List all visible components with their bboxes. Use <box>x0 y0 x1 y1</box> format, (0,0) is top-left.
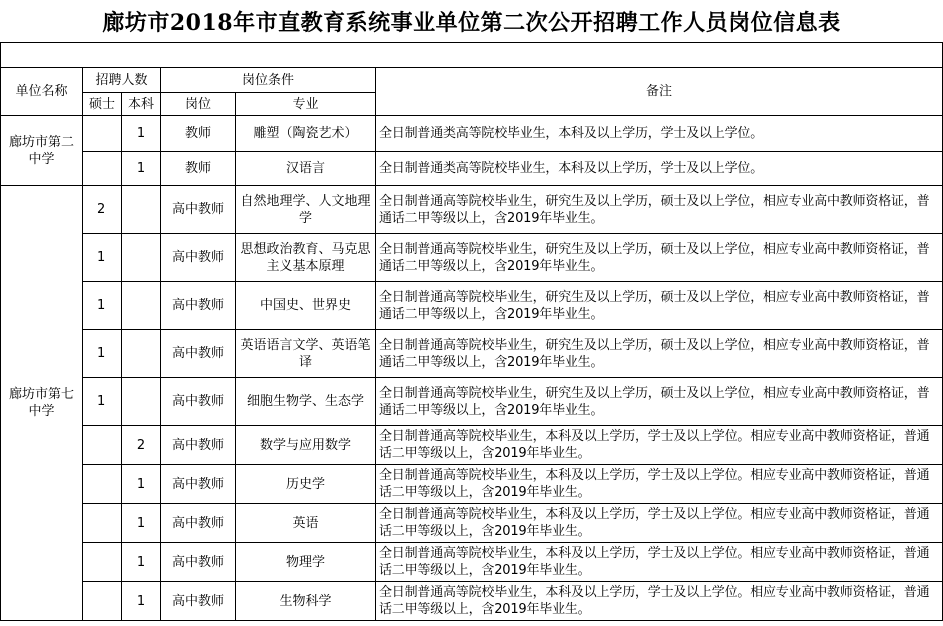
master-count <box>83 504 122 543</box>
master-count <box>83 426 122 465</box>
table-row <box>1 282 943 330</box>
note-cell: 全日制普通高等院校毕业生，研究生及以上学历，硕士及以上学位，相应专业高中教师资格证，普通话二甲等级以上，含2019年毕业生。 <box>376 186 943 234</box>
bachelor-count <box>122 330 161 378</box>
note-cell: 全日制普通类高等院校毕业生，本科及以上学历，学士及以上学位。 <box>376 152 943 186</box>
position-cell: 高中教师 <box>161 282 236 330</box>
table-row <box>1 186 943 234</box>
note-cell: 全日制普通高等院校毕业生，本科及以上学历，学士及以上学位。相应专业高中教师资格证，普通话二甲等级以上，含2019年毕业生。 <box>376 426 943 465</box>
unit-header: 单位名称 <box>1 68 83 116</box>
major-cell: 物理学 <box>236 543 376 582</box>
unit-name: 廊坊市第二中学 <box>1 116 83 186</box>
note-cell: 全日制普通高等院校毕业生，本科及以上学历，学士及以上学位。相应专业高中教师资格证，普通话二甲等级以上，含2019年毕业生。 <box>376 582 943 621</box>
bachelor-count: 1 <box>122 152 161 186</box>
position-cell: 高中教师 <box>161 330 236 378</box>
master-count: 1 <box>83 330 122 378</box>
major-cell: 生物科学 <box>236 582 376 621</box>
major-cell: 汉语言 <box>236 152 376 186</box>
bachelor-count: 1 <box>122 543 161 582</box>
master-count <box>83 543 122 582</box>
position-cell: 高中教师 <box>161 426 236 465</box>
major-cell: 历史学 <box>236 465 376 504</box>
table-row <box>1 330 943 378</box>
major-cell: 英语语言文学、英语笔译 <box>236 330 376 378</box>
note-cell: 全日制普通高等院校毕业生，本科及以上学历，学士及以上学位。相应专业高中教师资格证，普通话二甲等级以上，含2019年毕业生。 <box>376 504 943 543</box>
bachelor-count <box>122 378 161 426</box>
bachelor-count: 1 <box>122 504 161 543</box>
position-cell: 高中教师 <box>161 186 236 234</box>
master-count: 1 <box>83 282 122 330</box>
table-row <box>1 234 943 282</box>
major-header: 专业 <box>236 93 376 116</box>
major-cell: 数学与应用数学 <box>236 426 376 465</box>
master-count: 1 <box>83 378 122 426</box>
note-cell: 全日制普通高等院校毕业生，研究生及以上学历，硕士及以上学位，相应专业高中教师资格证，普通话二甲等级以上，含2019年毕业生。 <box>376 234 943 282</box>
page-title: 廊坊市2018年市直教育系统事业单位第二次公开招聘工作人员岗位信息表 <box>102 9 841 36</box>
major-cell: 英语 <box>236 504 376 543</box>
note-cell: 全日制普通高等院校毕业生，本科及以上学历，学士及以上学位。相应专业高中教师资格证，普通话二甲等级以上，含2019年毕业生。 <box>376 465 943 504</box>
table-row <box>1 582 943 621</box>
table-row <box>1 378 943 426</box>
position-cell: 高中教师 <box>161 234 236 282</box>
bachelor-count <box>122 282 161 330</box>
bachelor-count: 1 <box>122 116 161 152</box>
position-cell: 高中教师 <box>161 543 236 582</box>
position-header: 岗位 <box>161 93 236 116</box>
bachelor-count: 1 <box>122 465 161 504</box>
header-row-1 <box>1 68 943 93</box>
major-cell: 雕塑（陶瓷艺术） <box>236 116 376 152</box>
bachelor-header: 本科 <box>122 93 161 116</box>
unit-name: 廊坊市第七中学 <box>1 186 83 621</box>
job-table <box>0 42 943 621</box>
position-cell: 高中教师 <box>161 465 236 504</box>
master-count: 1 <box>83 234 122 282</box>
master-count <box>83 152 122 186</box>
major-cell: 自然地理学、人文地理学 <box>236 186 376 234</box>
table-row <box>1 465 943 504</box>
master-count <box>83 582 122 621</box>
master-count <box>83 116 122 152</box>
bachelor-count <box>122 234 161 282</box>
position-cell: 高中教师 <box>161 582 236 621</box>
note-cell: 全日制普通高等院校毕业生，本科及以上学历，学士及以上学位。相应专业高中教师资格证，普通话二甲等级以上，含2019年毕业生。 <box>376 543 943 582</box>
master-count <box>83 465 122 504</box>
note-header: 备注 <box>376 68 943 116</box>
master-count: 2 <box>83 186 122 234</box>
position-cell: 高中教师 <box>161 504 236 543</box>
table-row <box>1 543 943 582</box>
major-cell: 中国史、世界史 <box>236 282 376 330</box>
master-header: 硕士 <box>83 93 122 116</box>
table-row <box>1 504 943 543</box>
major-cell: 细胞生物学、生态学 <box>236 378 376 426</box>
bachelor-count <box>122 186 161 234</box>
table-row <box>1 426 943 465</box>
bachelor-count: 1 <box>122 582 161 621</box>
blank-row <box>1 43 943 68</box>
position-cell: 教师 <box>161 152 236 186</box>
bachelor-count: 2 <box>122 426 161 465</box>
major-cell: 思想政治教育、马克思主义基本原理 <box>236 234 376 282</box>
position-cell: 教师 <box>161 116 236 152</box>
note-cell: 全日制普通高等院校毕业生，研究生及以上学历，硕士及以上学位，相应专业高中教师资格证，普通话二甲等级以上，含2019年毕业生。 <box>376 378 943 426</box>
conditions-header: 岗位条件 <box>161 68 376 93</box>
recruit-count-header: 招聘人数 <box>83 68 161 93</box>
note-cell: 全日制普通高等院校毕业生，研究生及以上学历，硕士及以上学位，相应专业高中教师资格证，普通话二甲等级以上，含2019年毕业生。 <box>376 282 943 330</box>
table-row <box>1 116 943 152</box>
position-cell: 高中教师 <box>161 378 236 426</box>
note-cell: 全日制普通高等院校毕业生，研究生及以上学历，硕士及以上学位，相应专业高中教师资格证，普通话二甲等级以上，含2019年毕业生。 <box>376 330 943 378</box>
note-cell: 全日制普通类高等院校毕业生，本科及以上学历，学士及以上学位。 <box>376 116 943 152</box>
table-row <box>1 152 943 186</box>
